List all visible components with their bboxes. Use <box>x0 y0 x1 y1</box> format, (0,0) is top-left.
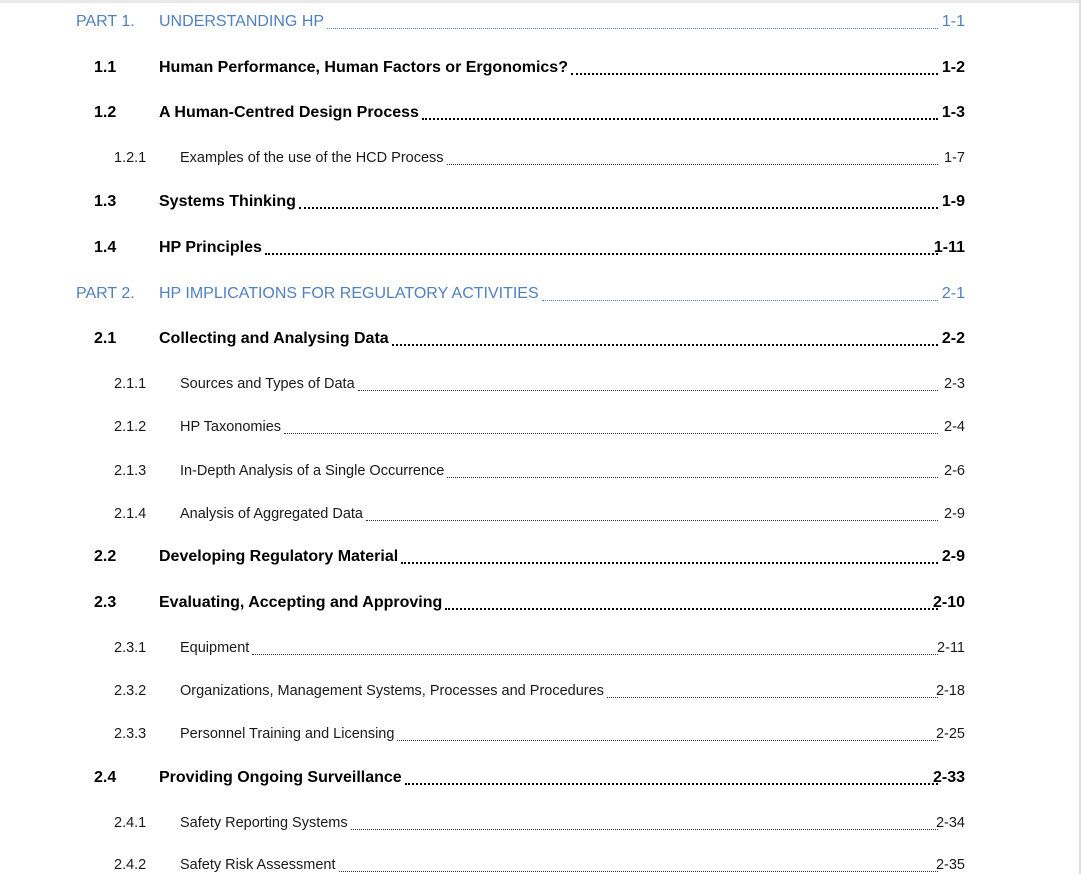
toc-title: HP Taxonomies <box>180 419 282 435</box>
toc-number: 2.2 <box>94 548 117 565</box>
toc-page-number: 2-9 <box>944 506 965 522</box>
toc-number: 2.3.1 <box>114 640 147 656</box>
toc-number: 2.3 <box>94 594 117 611</box>
toc-page-number: 2-10 <box>932 594 965 611</box>
dot-leader <box>401 562 938 564</box>
dot-leader <box>447 477 938 478</box>
dot-leader <box>405 783 938 785</box>
toc-page-number: 2-6 <box>944 463 965 479</box>
toc-title: Evaluating, Accepting and Approving <box>159 594 443 611</box>
toc-number: 1.3 <box>94 193 117 210</box>
toc-page-number: 2-11 <box>937 640 965 656</box>
dot-leader <box>607 697 938 698</box>
dot-leader <box>327 28 938 29</box>
toc-section-2-1[interactable] <box>0 327 1081 351</box>
toc-number: 1.2 <box>94 104 117 121</box>
toc-number: 2.4 <box>94 769 117 786</box>
dot-leader <box>571 73 938 75</box>
toc-subsection-2-1-1[interactable] <box>0 372 1081 396</box>
toc-subsection-2-4-2[interactable] <box>0 853 1081 877</box>
toc-subsection-2-3-1[interactable] <box>0 636 1081 660</box>
toc-section-1-4[interactable] <box>0 236 1081 260</box>
toc-section-1-3[interactable] <box>0 190 1081 214</box>
toc-subsection-2-3-3[interactable] <box>0 722 1081 746</box>
toc-title: Personnel Training and Licensing <box>180 726 395 742</box>
toc-subsection-2-4-1[interactable] <box>0 811 1081 835</box>
toc-number: 2.4.2 <box>114 857 147 873</box>
toc-title: Sources and Types of Data <box>180 376 355 392</box>
toc-number: 2.1.3 <box>114 463 147 479</box>
toc-page-number: 1-9 <box>941 193 965 210</box>
toc-part-2[interactable] <box>0 282 1081 306</box>
toc-subsection-2-3-2[interactable] <box>0 679 1081 703</box>
toc-page-number: 1-3 <box>941 104 965 121</box>
toc-number: PART 1. <box>76 13 135 30</box>
toc-number: 2.1 <box>94 330 117 347</box>
toc-title: Safety Risk Assessment <box>180 857 336 873</box>
toc-section-2-2[interactable] <box>0 545 1081 569</box>
dot-leader <box>351 829 938 830</box>
toc-number: 1.2.1 <box>114 150 147 166</box>
toc-title: Providing Ongoing Surveillance <box>159 769 402 786</box>
toc-page-number: 2-9 <box>941 548 965 565</box>
toc-part-1[interactable] <box>0 10 1081 34</box>
toc-page-number: 1-1 <box>941 13 965 30</box>
dot-leader <box>299 207 938 209</box>
toc-title: Safety Reporting Systems <box>180 815 348 831</box>
toc-page-number: 2-1 <box>941 285 965 302</box>
toc-number: 2.1.4 <box>114 506 147 522</box>
toc-number: 1.4 <box>94 239 117 256</box>
toc-page-number: 1-11 <box>933 239 965 256</box>
dot-leader <box>447 164 938 165</box>
toc-page-number: 2-25 <box>935 726 965 742</box>
toc-page-number: 2-3 <box>944 376 965 392</box>
toc-page-number: 2-35 <box>935 857 965 873</box>
toc-number: PART 2. <box>76 285 135 302</box>
dot-leader <box>445 608 938 610</box>
toc-section-1-2[interactable] <box>0 101 1081 125</box>
toc-page-number: 2-4 <box>944 419 965 435</box>
toc-title: UNDERSTANDING HP <box>159 13 325 30</box>
dot-leader <box>358 390 938 391</box>
toc-number: 2.3.2 <box>114 683 147 699</box>
toc-number: 1.1 <box>94 59 117 76</box>
toc-title: Developing Regulatory Material <box>159 548 399 565</box>
toc-title: In-Depth Analysis of a Single Occurrence <box>180 463 445 479</box>
toc-title: HP Principles <box>159 239 262 256</box>
toc-title: Human Performance, Human Factors or Ergonomics? <box>159 59 568 76</box>
toc-title: Organizations, Management Systems, Processes and Procedures <box>180 683 604 699</box>
toc-title: Equipment <box>180 640 250 656</box>
dot-leader <box>397 740 938 741</box>
toc-title: A Human-Centred Design Process <box>159 104 419 121</box>
toc-page-number: 2-18 <box>935 683 965 699</box>
toc-title: Analysis of Aggregated Data <box>180 506 363 522</box>
toc-subsection-2-1-4[interactable] <box>0 502 1081 526</box>
dot-leader <box>339 871 938 872</box>
dot-leader <box>542 300 938 301</box>
dot-leader <box>422 118 938 120</box>
toc-title: Systems Thinking <box>159 193 296 210</box>
toc-section-2-3[interactable] <box>0 591 1081 615</box>
dot-leader <box>366 520 938 521</box>
toc-section-1-1[interactable] <box>0 56 1081 80</box>
toc-subsection-2-1-3[interactable] <box>0 459 1081 483</box>
toc-number: 2.4.1 <box>114 815 147 831</box>
toc-page-number: 2-34 <box>935 815 965 831</box>
dot-leader <box>392 344 938 346</box>
toc-number: 2.1.1 <box>114 376 147 392</box>
dot-leader <box>252 654 938 655</box>
dot-leader <box>265 253 938 255</box>
toc-section-2-4[interactable] <box>0 766 1081 790</box>
toc-page-number: 1-2 <box>941 59 965 76</box>
toc-number: 2.3.3 <box>114 726 147 742</box>
toc-subsection-2-1-2[interactable] <box>0 415 1081 439</box>
toc-title: Examples of the use of the HCD Process <box>180 150 444 166</box>
toc-subsection-1-2-1[interactable] <box>0 146 1081 170</box>
toc-number: 2.1.2 <box>114 419 147 435</box>
toc-page-number: 1-7 <box>944 150 965 166</box>
toc-page-number: 2-2 <box>941 330 965 347</box>
dot-leader <box>284 433 938 434</box>
toc-page-number: 2-33 <box>932 769 965 786</box>
toc-title: HP IMPLICATIONS FOR REGULATORY ACTIVITIES <box>159 285 539 302</box>
toc-title: Collecting and Analysing Data <box>159 330 389 347</box>
